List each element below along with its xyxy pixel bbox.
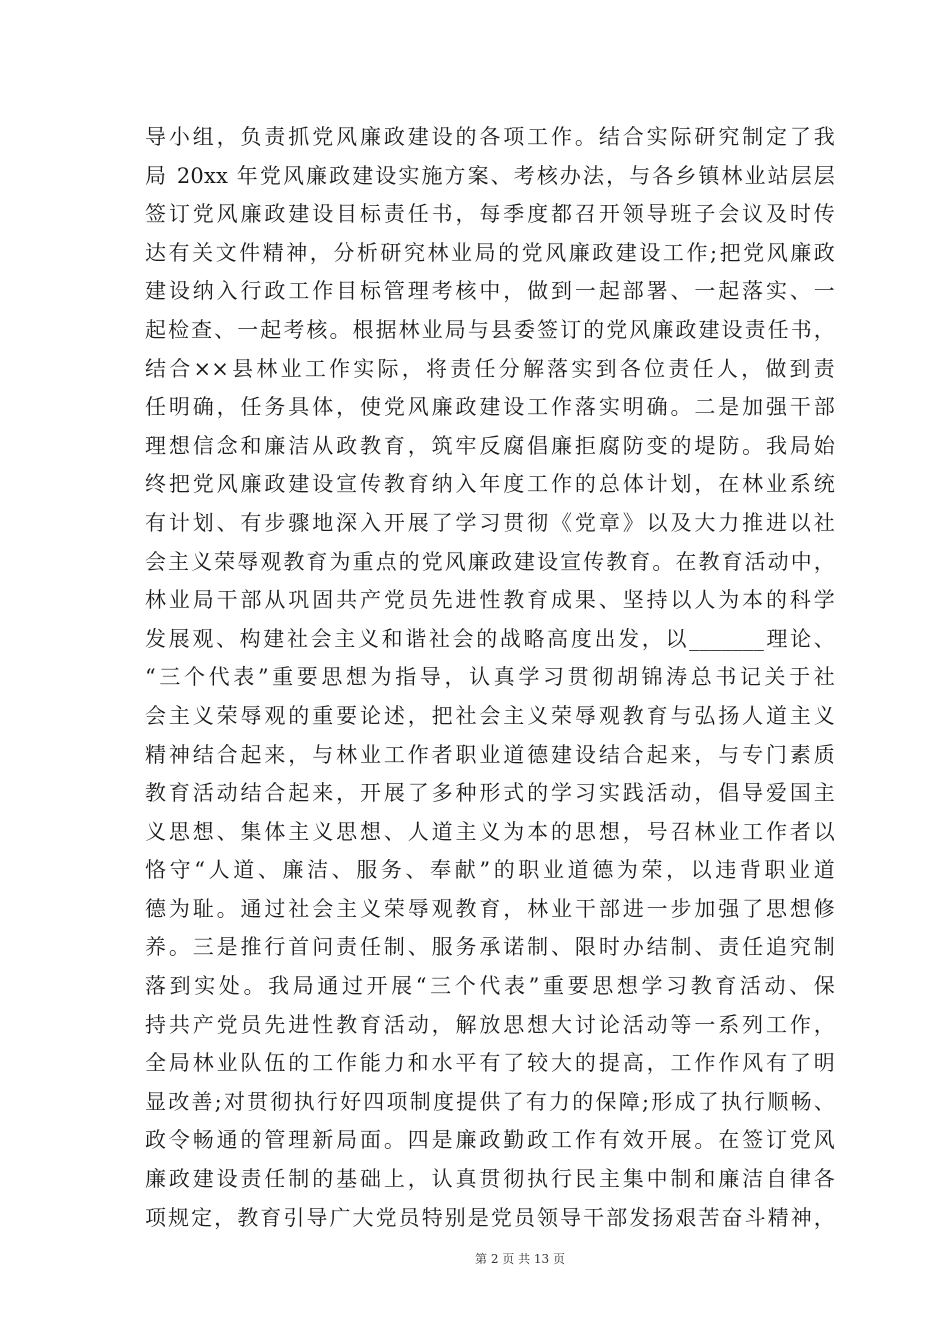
page-footer: 第 2 页 共 13 页	[475, 1252, 565, 1266]
text-line: 落到实处。我局通过开展“三个代表”重要思想学习教育活动、保	[145, 974, 835, 999]
text-line: 恪守“人道、廉洁、服务、奉献”的职业道德为荣，以违背职业道	[145, 858, 835, 883]
text-line: 会主义荣辱观的重要论述，把社会主义荣辱观教育与弘扬人道主义	[145, 703, 835, 728]
text-line: 理想信念和廉洁从政教育，筑牢反腐倡廉拒腐防变的堤防。我局始	[145, 433, 835, 458]
text-line: 建设纳入行政工作目标管理考核中，做到一起部署、一起落实、一	[145, 279, 835, 304]
text-line: “三个代表”重要思想为指导，认真学习贯彻胡锦涛总书记关于社	[145, 665, 835, 690]
text-line: 政令畅通的管理新局面。四是廉政勤政工作有效开展。在签订党风	[145, 1128, 835, 1153]
text-line: 起检查、一起考核。根据林业局与县委签订的党风廉政建设责任书，	[145, 317, 835, 342]
text-line: 项规定，教育引导广大党员特别是党员领导干部发扬艰苦奋斗精神，	[145, 1205, 835, 1230]
text-line: 任明确，任务具体，使党风廉政建设工作落实明确。二是加强干部	[145, 395, 835, 420]
text-line: 终把党风廉政建设宣传教育纳入年度工作的总体计划，在林业系统	[145, 472, 835, 497]
text-line: 导小组，负责抓党风廉政建设的各项工作。结合实际研究制定了我	[145, 125, 835, 149]
text-line: 廉政建设责任制的基础上，认真贯彻执行民主集中制和廉洁自律各	[145, 1167, 835, 1192]
text-line: 林业局干部从巩固共产党员先进性教育成果、坚持以人为本的科学	[145, 588, 835, 613]
text-line: 持共产党员先进性教育活动，解放思想大讨论活动等一系列工作，	[145, 1012, 835, 1037]
text-line: 教育活动结合起来，开展了多种形式的学习实践活动，倡导爱国主	[145, 781, 835, 806]
text-line: 会主义荣辱观教育为重点的党风廉政建设宣传教育。在教育活动中，	[145, 549, 835, 574]
text-line: 达有关文件精神，分析研究林业局的党风廉政建设工作;把党风廉政	[145, 240, 835, 265]
text-line: 签订党风廉政建设目标责任书，每季度都召开领导班子会议及时传	[145, 202, 835, 227]
text-line: 有计划、有步骤地深入开展了学习贯彻《党章》以及大力推进以社	[145, 510, 835, 535]
text-line: 发展观、构建社会主义和谐社会的战略高度出发，以_______理论、	[145, 626, 835, 651]
body-text	[145, 118, 835, 1237]
text-line: 养。三是推行首问责任制、服务承诺制、限时办结制、责任追究制	[145, 935, 835, 960]
text-line: 结合××县林业工作实际，将责任分解落实到各位责任人，做到责	[145, 356, 835, 381]
text-line: 精神结合起来，与林业工作者职业道德建设结合起来，与专门素质	[145, 742, 835, 767]
text-line: 全局林业队伍的工作能力和水平有了较大的提高，工作作风有了明	[145, 1051, 835, 1076]
text-line: 局 20xx 年党风廉政建设实施方案、考核办法，与各乡镇林业站层层	[145, 163, 835, 188]
text-line: 德为耻。通过社会主义荣辱观教育，林业干部进一步加强了思想修	[145, 896, 835, 921]
text-line: 显改善;对贯彻执行好四项制度提供了有力的保障;形成了执行顺畅、	[145, 1089, 835, 1114]
text-line: 义思想、集体主义思想、人道主义为本的思想，号召林业工作者以	[145, 819, 835, 844]
